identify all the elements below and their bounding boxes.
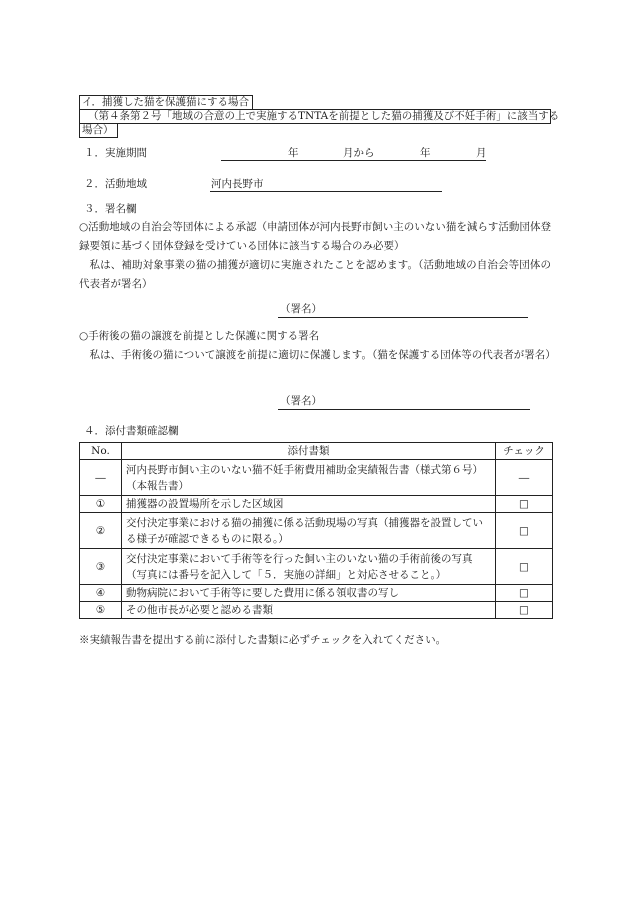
approval-title: ○活動地域の自治会等団体による承認（申請団体が河内長野市飼い主のいない猫を減らす活動団体登録要領に基づく団体登録を受けている団体に該当する場合のみ必要）: [79, 221, 551, 252]
table-row: [80, 549, 553, 585]
period-year-from: 年: [288, 147, 299, 159]
row-document: 河内長野市飼い主のいない猫不妊手術費用補助金実績報告書（様式第６号）（本報告書）: [122, 460, 496, 496]
row-document: 交付決定事業における猫の捕獲に係る活動現場の写真（捕獲器を設置している様子が確認できるものに限る。）: [122, 513, 496, 549]
area-value: 河内長野市: [211, 178, 264, 190]
row-document: その他市長が必要と認める書類: [122, 602, 496, 619]
table-row: [80, 602, 553, 619]
approval-signature-label: （署名）: [280, 303, 322, 315]
protection-signature-label: （署名）: [280, 395, 322, 407]
header-no: No.: [80, 443, 122, 460]
section-heading-subtitle: （第４条第２号「地域の合意の上で実施するTNTAを前提とした猫の捕獲及び不妊手術」に該当する: [79, 109, 551, 124]
row-document: 動物病院において手術等に要した費用に係る領収書の写し: [122, 585, 496, 602]
row-checkbox[interactable]: □: [496, 585, 553, 602]
table-row: [80, 585, 553, 602]
signature-section-label: ３．署名欄: [84, 203, 137, 215]
row-no: ②: [80, 513, 122, 549]
row-checkbox[interactable]: □: [496, 496, 553, 513]
attachments-label: ４．添付書類確認欄: [84, 425, 179, 437]
row-document: 捕獲器の設置場所を示した区域図: [122, 496, 496, 513]
period-label: １．実施期間: [84, 147, 147, 159]
approval-text: 私は、補助対象事業の猫の捕獲が適切に実施されたことを認めます。（活動地域の自治会等団体の代表者が署名）: [79, 259, 551, 290]
period-month-from: 月から: [343, 147, 375, 159]
section-heading: [79, 95, 560, 138]
table-row: [80, 496, 553, 513]
row-no: ⑤: [80, 602, 122, 619]
row-checkbox[interactable]: □: [496, 602, 553, 619]
row-no: ③: [80, 549, 122, 585]
row-document: 交付決定事業において手術等を行った飼い主のいない猫の手術前後の写真（写真には番号を記入して「５．実施の詳細」と対応させること。）: [122, 549, 496, 585]
attachments-table: [79, 442, 553, 619]
header-document: 添付書類: [122, 443, 496, 460]
section-heading-title: イ．捕獲した猫を保護猫にする場合: [79, 95, 253, 109]
period-year-to: 年: [420, 147, 431, 159]
row-no: ④: [80, 585, 122, 602]
row-checkbox[interactable]: □: [496, 549, 553, 585]
attachments-footnote: ※実績報告書を提出する前に添付した書類に必ずチェックを入れてください。: [79, 634, 447, 646]
area-label: ２．活動地域: [84, 178, 147, 190]
row-checkbox[interactable]: □: [496, 513, 553, 549]
table-row: [80, 460, 553, 496]
protection-title: ○手術後の猫の譲渡を前提とした保護に関する署名: [79, 330, 320, 342]
row-no: ①: [80, 496, 122, 513]
protection-text: 私は、手術後の猫について譲渡を前提に適切に保護します。（猫を保護する団体等の代表者が署名）: [89, 349, 556, 361]
header-check: チェック: [496, 443, 553, 460]
period-month-to: 月: [476, 147, 487, 159]
table-row: [80, 513, 553, 549]
row-check: ―: [496, 460, 553, 496]
row-no: ―: [80, 460, 122, 496]
section-heading-subtitle-end: 場合）: [79, 124, 118, 138]
